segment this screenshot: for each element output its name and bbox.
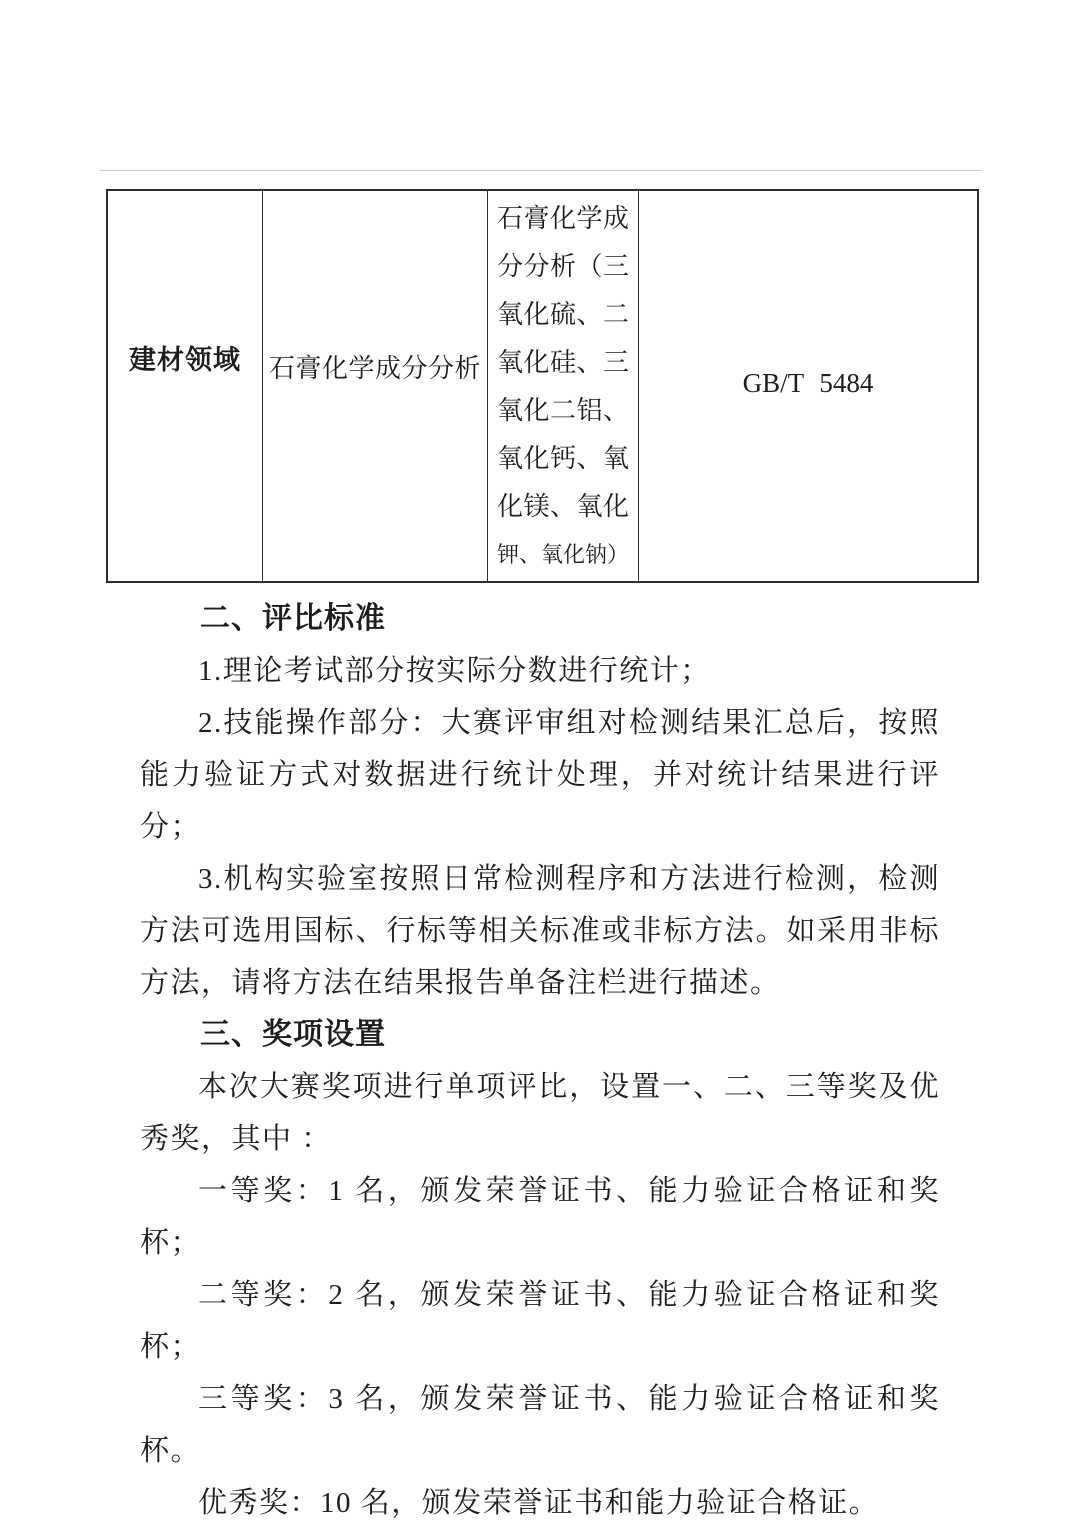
proficiency-table [106,189,979,583]
criteria-item-1: 1.理论考试部分按实际分数进行统计； [198,655,711,687]
standard-label: GB/T 5484 [742,367,874,398]
domain-label: 建材领域 [129,344,241,375]
parameter-line: 分分析（三 [497,252,629,281]
parameter-line: 氧化钙、氧 [497,444,629,473]
parameter-line: 氧化二铝、 [497,396,629,425]
award-third-prize: 三等奖：3 名，颁发荣誉证书、能力验证合格证和奖杯。 [140,1383,940,1467]
page-top-rule [100,170,982,171]
section-heading-awards: 三、奖项设置 [200,1018,386,1051]
parameter-line: 氧化硫、二 [497,300,629,329]
parameter-line: 钾、氧化钠） [497,542,630,567]
table-cell-item [263,191,488,581]
table-cell-standard [639,191,977,581]
criteria-item-3: 3.机构实验室按照日常检测程序和方法进行检测，检测方法可选用国标、行标等相关标准或非标方法。如采用非标方法，请将方法在结果报告单备注栏进行描述。 [140,863,940,999]
table-cell-domain [108,191,263,581]
item-label: 石膏化学成分分析 [268,353,481,383]
parameter-line: 氧化硅、三 [497,348,629,377]
award-second-prize: 二等奖：2 名，颁发荣誉证书、能力验证合格证和奖杯； [140,1279,940,1363]
parameter-line: 化镁、氧化 [497,492,629,521]
parameter-line: 石膏化学成 [497,204,629,233]
award-first-prize: 一等奖：1 名，颁发荣誉证书、能力验证合格证和奖杯； [140,1175,940,1259]
awards-intro: 本次大赛奖项进行单项评比，设置一、二、三等奖及优秀奖，其中 ： [140,1071,940,1155]
section-heading-criteria: 二、评比标准 [200,602,386,635]
criteria-item-2: 2.技能操作部分：大赛评审组对检测结果汇总后，按照能力验证方式对数据进行统计处理，并对统计结果进行评分； [140,707,940,843]
award-excellence-prize: 优秀奖：10 名，颁发荣誉证书和能力验证合格证。 [198,1487,880,1519]
table-cell-parameters [488,191,639,581]
body-text [140,593,940,1527]
